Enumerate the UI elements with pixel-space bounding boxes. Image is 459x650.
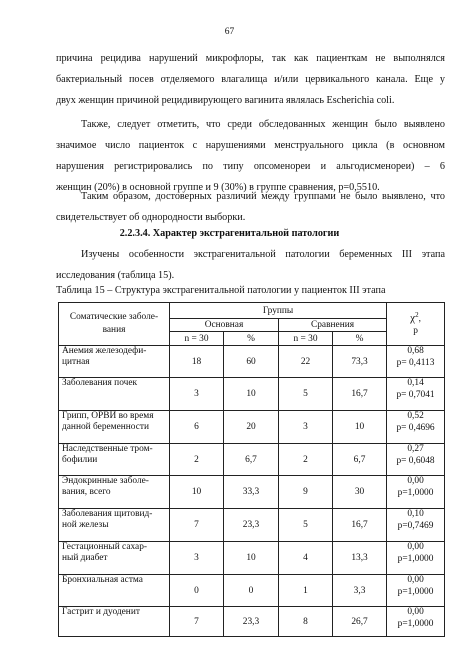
pct-main-cell: 23,3 (224, 607, 279, 637)
condition-header (59, 303, 170, 346)
condition-line: Заболевания почек (62, 378, 138, 388)
pct-main-cell: 10 (224, 378, 279, 411)
pct-main-cell: 6,7 (224, 444, 279, 476)
condition-line: Грипп, ОРВИ во время (62, 411, 154, 421)
chi-cell (387, 509, 445, 542)
table-row (59, 542, 445, 575)
table-header-row (59, 303, 445, 319)
condition-cell (59, 542, 170, 575)
table-row (59, 378, 445, 411)
text-line: нарушения регистрировались по типу опсоменореи и альгодисменореи) – 6 (56, 161, 445, 172)
pct-comp-cell: 30 (333, 476, 387, 509)
p-value: p=0,7469 (397, 520, 434, 531)
text-line: Таким образом, достоверных различий между группами не было выявлено, что (81, 191, 445, 202)
p-value: p=1,0000 (397, 586, 434, 597)
text-line: бактериальный посев отделяемого влагалища и/или цервикального канала. Еще у (56, 74, 445, 85)
groups-header: Группы (170, 303, 387, 319)
condition-line: вания, всего (62, 487, 111, 497)
pathology-table (58, 302, 445, 637)
table-row (59, 509, 445, 542)
p-value: p= 0,4113 (396, 357, 435, 368)
main-group-header: Основная (170, 319, 279, 332)
condition-line: ный диабет (62, 553, 108, 563)
condition-line: Бронхиальная астма (62, 575, 143, 585)
chi-value: 0,14 (407, 378, 424, 388)
chi-cell (387, 607, 445, 637)
chi-symbol: χ (410, 311, 416, 324)
pct-main-cell: 23,3 (224, 509, 279, 542)
condition-line: цитная (62, 357, 90, 367)
n-main-cell: 6 (170, 411, 224, 444)
p-value: p= 0,4696 (396, 422, 435, 433)
pct-comp-cell: 16,7 (333, 378, 387, 411)
n-comp-cell: 8 (279, 607, 333, 637)
comparison-group-header: Сравнения (279, 319, 387, 332)
pct-comp-cell: 10 (333, 411, 387, 444)
table-row (59, 607, 445, 637)
text-line: исследования (таблица 15). (56, 270, 175, 281)
condition-line: Эндокринные заболе- (62, 476, 149, 486)
n-comp-cell: 9 (279, 476, 333, 509)
table-row (59, 444, 445, 476)
text-line: причина рецидива нарушений микрофлоры, так как пациенткам не выполнялся (56, 53, 445, 64)
n-main-cell: 18 (170, 346, 224, 378)
pct-main-cell: 10 (224, 542, 279, 575)
pct-comp-cell: 16,7 (333, 509, 387, 542)
condition-header-line: Соматические заболе- (69, 312, 159, 322)
page-number: 67 (224, 27, 235, 37)
n-comp-header: n = 30 (279, 332, 333, 346)
condition-header-line: вания (102, 325, 126, 335)
n-comp-cell: 5 (279, 509, 333, 542)
n-comp-cell: 22 (279, 346, 333, 378)
paragraph-conclusion (56, 186, 445, 228)
text-line: женщин (20%) в основной группе и 9 (30%) в группе сравнения, р=0,5510. (56, 182, 380, 193)
n-main-cell: 7 (170, 607, 224, 637)
condition-cell (59, 476, 170, 509)
condition-line: ной железы (62, 520, 109, 530)
n-comp-cell: 2 (279, 444, 333, 476)
section-heading: 2.2.3.4. Характер экстрагенитальной патологии (119, 228, 340, 239)
table-row (59, 411, 445, 444)
chi-cell (387, 444, 445, 476)
chi-cell (387, 542, 445, 575)
condition-line: Наследственные тром- (62, 444, 153, 454)
p-value: p=1,0000 (397, 553, 434, 564)
paragraph-recurrence (56, 48, 445, 111)
n-comp-cell: 5 (279, 378, 333, 411)
text-line: Также, следует отметить, что среди обследованных женщин было выявлено (81, 119, 445, 130)
p-value: p= 0,7041 (396, 389, 435, 400)
n-main-cell: 7 (170, 509, 224, 542)
condition-line: Гестационный сахар- (62, 542, 148, 552)
text-line: значимое число пациенток с нарушениями менструального цикла (в основном (56, 140, 445, 151)
text-line: свидетельствует об однородности выборки. (56, 212, 246, 223)
n-comp-cell: 4 (279, 542, 333, 575)
chi-cell (387, 346, 445, 378)
table-caption: Таблица 15 – Структура экстрагенитальной патологии у пациенток III этапа (56, 285, 386, 296)
chi-value: 0,68 (407, 346, 424, 356)
pct-main-header: % (224, 332, 279, 346)
pct-comp-cell: 13,3 (333, 542, 387, 575)
chi-value: 0,52 (407, 411, 424, 421)
n-main-cell: 10 (170, 476, 224, 509)
p-value: p=1,0000 (397, 618, 434, 629)
chi-cell (387, 411, 445, 444)
chi-value: 0,10 (407, 509, 424, 519)
p-label: p (413, 325, 418, 336)
n-main-cell: 2 (170, 444, 224, 476)
condition-line: Гастрит и дуоденит (62, 607, 140, 617)
chi-comma: , (418, 313, 421, 324)
chi-value: 0,00 (407, 575, 424, 585)
chi-power: 2 (415, 310, 419, 319)
pct-main-cell: 33,3 (224, 476, 279, 509)
chi-value: 0,00 (407, 542, 424, 552)
n-main-cell: 3 (170, 542, 224, 575)
chi-cell (387, 476, 445, 509)
text-line: Изучены особенности экстрагенитальной патологии беременных III этапа (81, 249, 445, 260)
condition-cell (59, 444, 170, 476)
chi-cell (387, 378, 445, 411)
p-value: p= 0,6048 (396, 455, 435, 466)
table-row (59, 476, 445, 509)
n-main-cell: 3 (170, 378, 224, 411)
chi-cell (387, 575, 445, 607)
chi-value: 0,00 (407, 476, 424, 486)
pct-comp-cell: 73,3 (333, 346, 387, 378)
condition-line: бофилии (62, 455, 98, 465)
condition-cell (59, 575, 170, 607)
condition-cell (59, 607, 170, 637)
p-value: p=1,0000 (397, 487, 434, 498)
condition-cell (59, 509, 170, 542)
chi-square-header (387, 303, 445, 346)
chi-value: 0,27 (407, 444, 424, 454)
n-main-header: n = 30 (170, 332, 224, 346)
condition-cell (59, 378, 170, 411)
condition-line: Анемия железодефи- (62, 346, 147, 356)
n-comp-cell: 1 (279, 575, 333, 607)
pct-comp-cell: 26,7 (333, 607, 387, 637)
pct-main-cell: 20 (224, 411, 279, 444)
text-line: двух женщин причиной рецидивирующего вагинита являлась Escherichia coli. (56, 95, 395, 106)
pct-comp-cell: 3,3 (333, 575, 387, 607)
chi-value: 0,00 (407, 607, 424, 617)
condition-cell (59, 411, 170, 444)
pct-main-cell: 60 (224, 346, 279, 378)
pct-comp-header: % (333, 332, 387, 346)
n-main-cell: 0 (170, 575, 224, 607)
table-row (59, 346, 445, 378)
condition-line: Заболевания щитовид- (62, 509, 153, 519)
pct-main-cell: 0 (224, 575, 279, 607)
condition-line: данной беременности (62, 422, 149, 432)
table-row (59, 575, 445, 607)
condition-cell (59, 346, 170, 378)
paragraph-intro (56, 244, 445, 286)
pct-comp-cell: 6,7 (333, 444, 387, 476)
n-comp-cell: 3 (279, 411, 333, 444)
